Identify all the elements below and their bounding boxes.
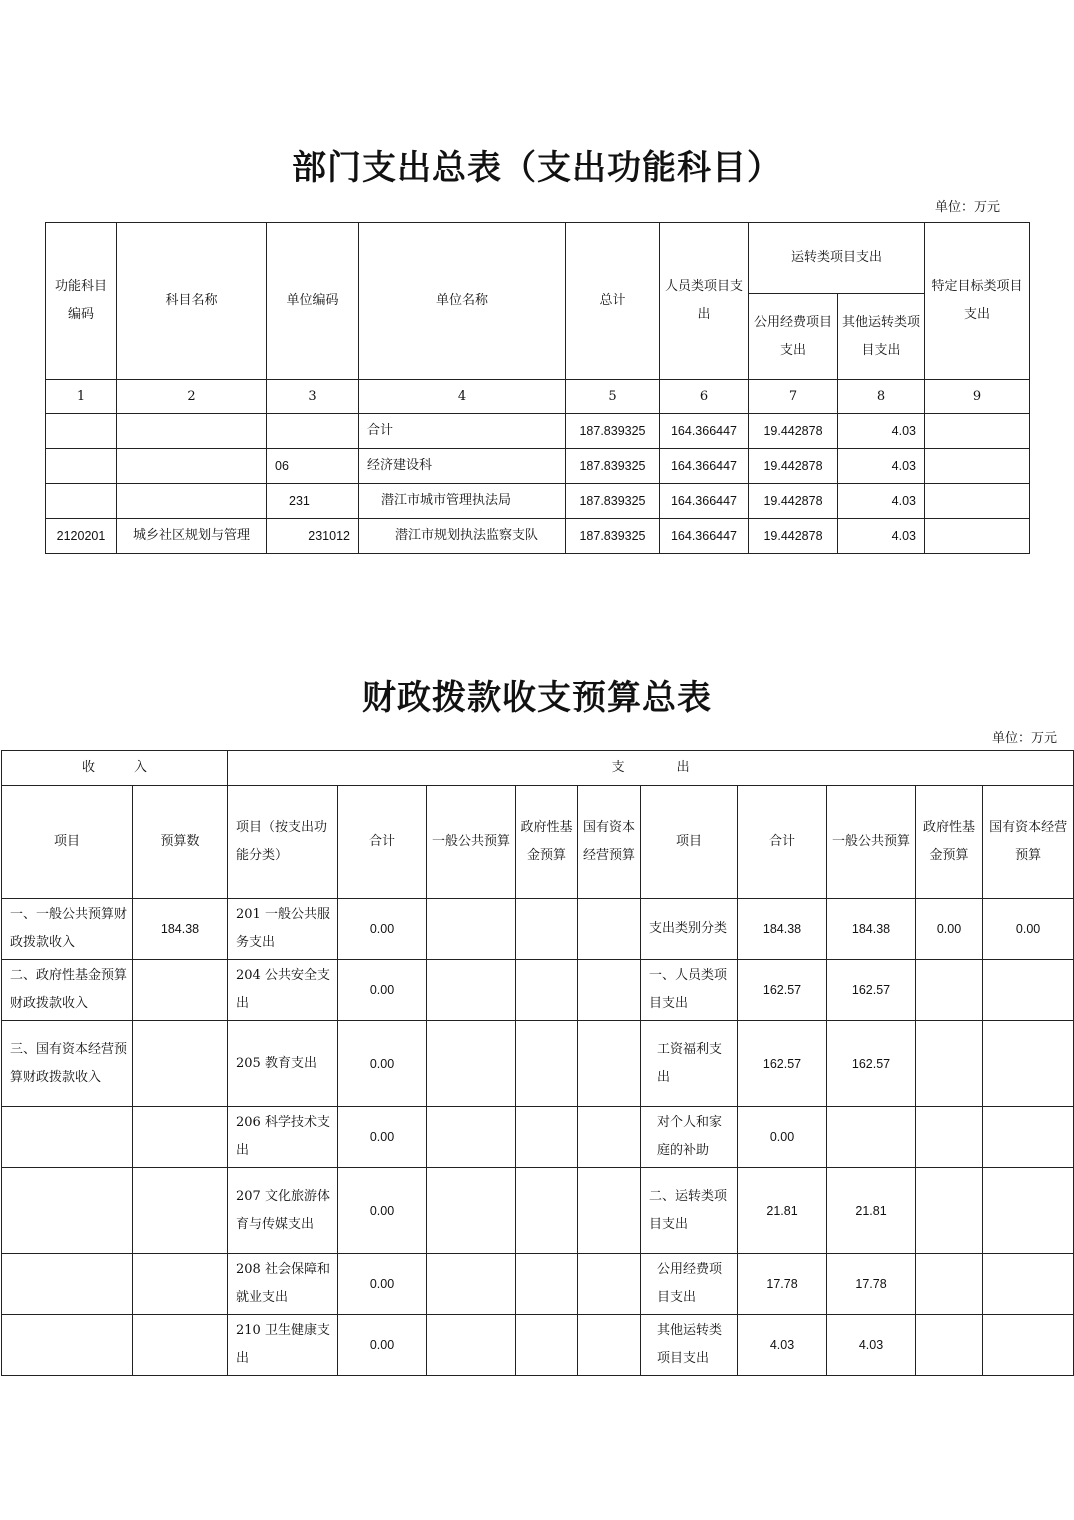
table-row <box>2 1254 1074 1315</box>
cell: 二、政府性基金预算财政拨款收入 <box>2 960 133 1021</box>
header-unit-name: 单位名称 <box>359 223 566 380</box>
cell-unit-code <box>267 414 359 449</box>
cell <box>516 960 578 1021</box>
index-cell: 3 <box>267 380 359 414</box>
cell <box>916 960 983 1021</box>
cell: 0.00 <box>338 899 427 960</box>
cell <box>578 960 641 1021</box>
header-subject-name: 科目名称 <box>117 223 267 380</box>
cell-unit-code: 06 <box>267 449 359 484</box>
table-row <box>2 899 1074 960</box>
cell <box>983 1021 1074 1107</box>
index-cell: 2 <box>117 380 267 414</box>
cell-unit-name: 经济建设科 <box>359 449 566 484</box>
header-public-funds: 公用经费项目支出 <box>749 294 838 380</box>
cell: 其他运转类项目支出 <box>641 1315 738 1376</box>
index-cell: 5 <box>566 380 660 414</box>
cell <box>578 1168 641 1254</box>
col-header: 一般公共预算 <box>827 786 916 899</box>
cell <box>578 1107 641 1168</box>
cell-special <box>925 414 1030 449</box>
cell-code <box>46 449 117 484</box>
cell <box>2 1107 133 1168</box>
cell: 162.57 <box>738 1021 827 1107</box>
header-personnel: 人员类项目支出 <box>660 223 749 380</box>
cell <box>133 1254 228 1315</box>
cell: 21.81 <box>738 1168 827 1254</box>
table-row <box>46 414 1030 449</box>
cell-unit-name: 合计 <box>359 414 566 449</box>
header-total: 总计 <box>566 223 660 380</box>
cell: 三、国有资本经营预算财政拨款收入 <box>2 1021 133 1107</box>
cell-name <box>117 484 267 519</box>
cell <box>427 899 516 960</box>
cell <box>916 1168 983 1254</box>
cell <box>516 1254 578 1315</box>
index-cell: 8 <box>838 380 925 414</box>
cell-other-operating: 4.03 <box>838 519 925 554</box>
cell: 公用经费项目支出 <box>641 1254 738 1315</box>
cell: 17.78 <box>827 1254 916 1315</box>
cell-personnel: 164.366447 <box>660 414 749 449</box>
cell: 0.00 <box>338 1168 427 1254</box>
cell <box>133 960 228 1021</box>
table-row <box>2 960 1074 1021</box>
cell <box>2 1168 133 1254</box>
cell-personnel: 164.366447 <box>660 449 749 484</box>
cell: 0.00 <box>338 1021 427 1107</box>
cell-unit-code: 231012 <box>267 519 359 554</box>
cell-name <box>117 414 267 449</box>
cell <box>827 1107 916 1168</box>
col-header: 项目 <box>2 786 133 899</box>
cell-name <box>117 449 267 484</box>
cell <box>133 1107 228 1168</box>
table-row <box>46 449 1030 484</box>
cell <box>516 1315 578 1376</box>
cell <box>427 1168 516 1254</box>
cell-public-funds: 19.442878 <box>749 484 838 519</box>
cell: 0.00 <box>338 960 427 1021</box>
header-other-operating: 其他运转类项目支出 <box>838 294 925 380</box>
cell <box>983 960 1074 1021</box>
table1-title: 部门支出总表（支出功能科目） <box>292 148 782 188</box>
index-cell: 7 <box>749 380 838 414</box>
fiscal-appropriation-table <box>1 750 1074 1376</box>
cell: 184.38 <box>738 899 827 960</box>
cell <box>916 1315 983 1376</box>
cell-personnel: 164.366447 <box>660 484 749 519</box>
cell <box>427 1254 516 1315</box>
income-header: 收 入 <box>2 751 228 786</box>
cell: 一、人员类项目支出 <box>641 960 738 1021</box>
cell <box>427 1107 516 1168</box>
cell: 21.81 <box>827 1168 916 1254</box>
col-header: 一般公共预算 <box>427 786 516 899</box>
cell: 4.03 <box>738 1315 827 1376</box>
cell <box>516 1107 578 1168</box>
cell: 0.00 <box>983 899 1074 960</box>
table2-title: 财政拨款收支预算总表 <box>362 678 712 718</box>
cell-unit-code: 231 <box>267 484 359 519</box>
cell <box>578 899 641 960</box>
cell <box>578 1254 641 1315</box>
cell: 184.38 <box>133 899 228 960</box>
cell: 184.38 <box>827 899 916 960</box>
index-cell: 1 <box>46 380 117 414</box>
cell: 208 社会保障和就业支出 <box>228 1254 338 1315</box>
cell <box>133 1168 228 1254</box>
cell: 工资福利支出 <box>641 1021 738 1107</box>
expense-header: 支 出 <box>228 751 1074 786</box>
cell: 0.00 <box>916 899 983 960</box>
cell-unit-name: 潜江市规划执法监察支队 <box>359 519 566 554</box>
cell <box>983 1168 1074 1254</box>
cell <box>916 1107 983 1168</box>
table-row <box>46 484 1030 519</box>
cell <box>516 1168 578 1254</box>
cell <box>916 1021 983 1107</box>
cell <box>578 1315 641 1376</box>
col-header: 合计 <box>738 786 827 899</box>
cell-unit-name: 潜江市城市管理执法局 <box>359 484 566 519</box>
cell: 201 一般公共服务支出 <box>228 899 338 960</box>
cell-other-operating: 4.03 <box>838 414 925 449</box>
index-cell: 4 <box>359 380 566 414</box>
cell-code: 2120201 <box>46 519 117 554</box>
cell-code <box>46 414 117 449</box>
cell <box>578 1021 641 1107</box>
cell: 支出类别分类 <box>641 899 738 960</box>
table-row <box>2 1315 1074 1376</box>
cell <box>2 1254 133 1315</box>
table-row <box>46 519 1030 554</box>
table-row <box>2 1107 1074 1168</box>
cell: 0.00 <box>338 1315 427 1376</box>
cell: 204 公共安全支出 <box>228 960 338 1021</box>
cell: 二、运转类项目支出 <box>641 1168 738 1254</box>
cell: 210 卫生健康支出 <box>228 1315 338 1376</box>
cell-public-funds: 19.442878 <box>749 414 838 449</box>
col-header: 国有资本经营预算 <box>983 786 1074 899</box>
cell-name: 城乡社区规划与管理 <box>117 519 267 554</box>
index-cell: 6 <box>660 380 749 414</box>
cell-special <box>925 519 1030 554</box>
cell: 205 教育支出 <box>228 1021 338 1107</box>
header-unit-code: 单位编码 <box>267 223 359 380</box>
index-cell: 9 <box>925 380 1030 414</box>
cell: 对个人和家庭的补助 <box>641 1107 738 1168</box>
cell <box>983 1315 1074 1376</box>
cell <box>133 1315 228 1376</box>
col-header: 预算数 <box>133 786 228 899</box>
col-header: 政府性基金预算 <box>916 786 983 899</box>
cell <box>133 1021 228 1107</box>
cell <box>983 1107 1074 1168</box>
cell <box>916 1254 983 1315</box>
cell: 162.57 <box>738 960 827 1021</box>
cell: 207 文化旅游体育与传媒支出 <box>228 1168 338 1254</box>
cell: 0.00 <box>338 1107 427 1168</box>
cell: 206 科学技术支出 <box>228 1107 338 1168</box>
cell-public-funds: 19.442878 <box>749 449 838 484</box>
cell-public-funds: 19.442878 <box>749 519 838 554</box>
cell: 162.57 <box>827 960 916 1021</box>
cell <box>2 1315 133 1376</box>
header-function-code: 功能科目编码 <box>46 223 117 380</box>
department-expenditure-table <box>45 222 1030 554</box>
cell-total: 187.839325 <box>566 449 660 484</box>
cell-total: 187.839325 <box>566 414 660 449</box>
col-header: 合计 <box>338 786 427 899</box>
table1-unit: 单位：万元 <box>935 200 1001 215</box>
cell-special <box>925 484 1030 519</box>
table-row <box>2 1168 1074 1254</box>
header-operating: 运转类项目支出 <box>749 223 925 294</box>
cell-special <box>925 449 1030 484</box>
cell: 162.57 <box>827 1021 916 1107</box>
cell <box>516 1021 578 1107</box>
cell <box>516 899 578 960</box>
cell-total: 187.839325 <box>566 519 660 554</box>
cell: 一、一般公共预算财政拨款收入 <box>2 899 133 960</box>
cell-other-operating: 4.03 <box>838 484 925 519</box>
col-header: 项目（按支出功能分类） <box>228 786 338 899</box>
header-special: 特定目标类项目支出 <box>925 223 1030 380</box>
col-header: 项目 <box>641 786 738 899</box>
cell-code <box>46 484 117 519</box>
cell <box>983 1254 1074 1315</box>
table-row <box>2 1021 1074 1107</box>
cell: 4.03 <box>827 1315 916 1376</box>
cell <box>427 960 516 1021</box>
cell <box>427 1021 516 1107</box>
cell-personnel: 164.366447 <box>660 519 749 554</box>
cell: 0.00 <box>738 1107 827 1168</box>
table2-unit: 单位：万元 <box>992 731 1058 746</box>
col-header: 国有资本经营预算 <box>578 786 641 899</box>
cell-other-operating: 4.03 <box>838 449 925 484</box>
cell-total: 187.839325 <box>566 484 660 519</box>
cell <box>427 1315 516 1376</box>
cell: 0.00 <box>338 1254 427 1315</box>
cell: 17.78 <box>738 1254 827 1315</box>
col-header: 政府性基金预算 <box>516 786 578 899</box>
